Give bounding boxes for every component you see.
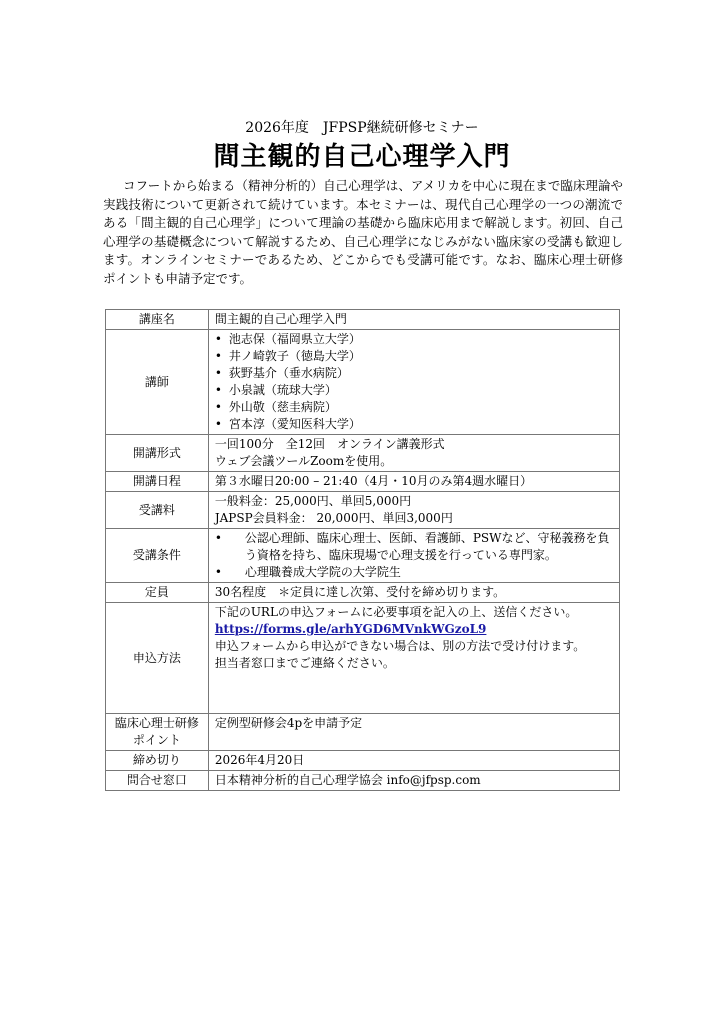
format-line-1: 一回100分 全12回 オンライン講義形式 bbox=[214, 437, 445, 451]
format-value bbox=[208, 435, 619, 472]
points-value: 定例型研修会4pを申請予定 bbox=[208, 714, 619, 751]
lecturer-item: • 小泉誠（琉球大学） bbox=[215, 382, 613, 399]
course-label: 講座名 bbox=[106, 310, 209, 330]
fee-line-2: JAPSP会員料金： 20,000円、単回3,000円 bbox=[214, 511, 453, 525]
condition-list bbox=[215, 530, 613, 581]
format-line-2: ウェブ会議ツールZoomを使用。 bbox=[214, 454, 393, 468]
seminar-info-table bbox=[105, 309, 620, 791]
points-label-line-1: 臨床心理士研修 bbox=[114, 716, 199, 730]
conditions-label: 受講条件 bbox=[106, 529, 209, 583]
row-points bbox=[106, 714, 620, 751]
contact-value: 日本精神分析的自己心理学協会 info@jfpsp.com bbox=[208, 771, 619, 791]
row-contact bbox=[106, 771, 620, 791]
row-application bbox=[106, 603, 620, 714]
application-line-3: 担当者窓口までご連絡ください。 bbox=[214, 656, 395, 670]
lecturer-item: • 荻野基介（垂水病院） bbox=[215, 365, 613, 382]
lecturer-item: • 宮本淳（愛知医科大学） bbox=[215, 416, 613, 433]
conditions-value bbox=[208, 529, 619, 583]
capacity-label: 定員 bbox=[106, 583, 209, 603]
format-label: 開講形式 bbox=[106, 435, 209, 472]
course-value: 間主観的自己心理学入門 bbox=[208, 310, 619, 330]
fee-line-1: 一般料金：25,000円、単回5,000円 bbox=[214, 494, 412, 508]
application-label: 申込方法 bbox=[106, 603, 209, 714]
condition-item: • 心理職養成大学院の大学院生 bbox=[215, 564, 613, 581]
lecturer-item: • 外山敬（慈圭病院） bbox=[215, 399, 613, 416]
capacity-value: 30名程度 ＊定員に達し次第、受付を締め切ります。 bbox=[208, 583, 619, 603]
application-line-2: 申込フォームから申込ができない場合は、別の方法で受け付けます。 bbox=[214, 639, 586, 653]
fee-label: 受講料 bbox=[106, 492, 209, 529]
lecturers-value bbox=[208, 330, 619, 435]
condition-item: • 公認心理師、臨床心理士、医師、看護師、PSWなど、守秘義務を負う資格を持ち、臨床現場で心理支援を行っている専門家。 bbox=[215, 530, 613, 564]
row-capacity bbox=[106, 583, 620, 603]
lecturer-item: • 池志保（福岡県立大学） bbox=[215, 331, 613, 348]
lecturer-item: • 井ノ崎敦子（徳島大学） bbox=[215, 348, 613, 365]
points-label-line-2: ポイント bbox=[132, 733, 181, 747]
application-value bbox=[208, 603, 619, 714]
schedule-value: 第３水曜日20:00 – 21:40（4月・10月のみ第4週水曜日） bbox=[208, 472, 619, 492]
application-form-link[interactable]: https://forms.gle/arhYGD6MVnkWGzoL9 bbox=[214, 622, 487, 636]
row-deadline bbox=[106, 751, 620, 771]
deadline-value: 2026年4月20日 bbox=[208, 751, 619, 771]
application-line-1: 下記のURLの申込フォームに必要事項を記入の上、送信ください。 bbox=[214, 605, 578, 619]
contact-label: 問合せ窓口 bbox=[106, 771, 209, 791]
row-fee bbox=[106, 492, 620, 529]
seminar-subtitle: 2026年度 JFPSP継続研修セミナー bbox=[245, 120, 479, 136]
lecturer-list bbox=[215, 331, 613, 433]
lecturers-label: 講師 bbox=[106, 330, 209, 435]
row-course bbox=[106, 310, 620, 330]
seminar-title: 間主観的自己心理学入門 bbox=[213, 142, 511, 172]
row-format bbox=[106, 435, 620, 472]
deadline-label: 締め切り bbox=[106, 751, 209, 771]
row-conditions bbox=[106, 529, 620, 583]
points-label bbox=[106, 714, 209, 751]
fee-value bbox=[208, 492, 619, 529]
row-lecturers bbox=[106, 330, 620, 435]
intro-paragraph: コフートから始まる（精神分析的）自己心理学は、アメリカを中心に現在まで臨床理論や実践技術について更新されて続けています。本セミナーは、現代自己心理学の一つの潮流である「間主観的自己心理学」について理論の基礎から臨床応用まで解説します。初回、自己心理学の基礎概念について解説するため、自己心理学になじみがない臨床家の受講も歓迎します。オンラインセミナーであるため、どこからでも受講可能です。なお、臨床心理士研修ポイントも申請予定です。 bbox=[103, 178, 623, 286]
schedule-label: 開講日程 bbox=[106, 472, 209, 492]
row-schedule bbox=[106, 472, 620, 492]
